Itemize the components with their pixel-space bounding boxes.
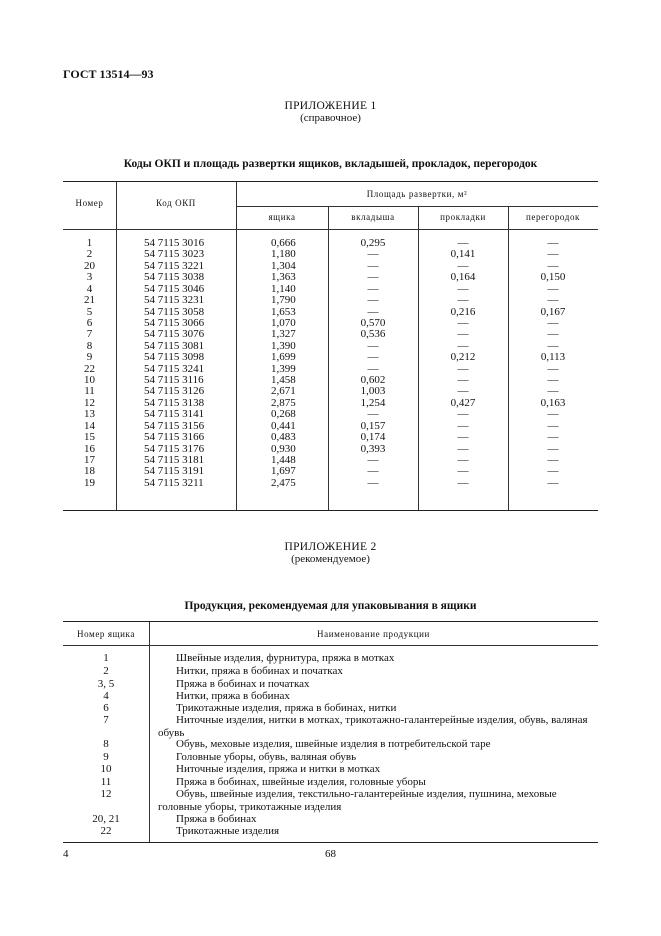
table1-cell-code: 54 7115 3098 — [144, 351, 205, 364]
table1-cell-box: 1,790 — [271, 294, 296, 307]
appendix2-subtitle: (рекомендуемое) — [291, 553, 370, 565]
table2-title: Продукция, рекомендуемая для упаковывания в ящики — [184, 600, 477, 612]
table1-cell-partition: — — [547, 374, 559, 387]
table1-cell-box: 1,699 — [271, 351, 296, 364]
table2-cell-number: 10 — [100, 763, 112, 775]
table2-cell-product: Нитки, пряжа в бобинах и початках — [176, 665, 343, 677]
table1-cell-pad: — — [457, 328, 469, 341]
table1-cell-pad: — — [457, 339, 469, 352]
table1-cell-num: 21 — [84, 294, 95, 307]
table1-cell-num: 6 — [86, 316, 93, 329]
table2-cell-product: Швейные изделия, фурнитура, пряжа в мотках — [176, 652, 395, 664]
table1-cell-num: 20 — [84, 259, 95, 272]
table1-cell-insert: 0,602 — [360, 374, 386, 387]
table1-header-partition: перегородок — [525, 212, 581, 222]
table1-cell-code: 54 7115 3116 — [144, 374, 204, 387]
table1-cell-box: 1,458 — [271, 374, 296, 387]
table1-cell-pad: 0,212 — [450, 351, 476, 364]
table1-header-area: Площадь развертки, м² — [366, 189, 468, 199]
table2-header-rule — [63, 645, 598, 646]
table1-cell-pad: — — [457, 316, 469, 329]
table2-cell-number: 12 — [100, 788, 112, 800]
table1-cell-box: 1,653 — [271, 305, 296, 318]
table1-cell-num: 5 — [86, 305, 93, 318]
table1-cell-insert: — — [367, 271, 379, 284]
table1-cell-code: 54 7115 3138 — [144, 396, 205, 409]
table2-cell-number: 4 — [103, 690, 109, 702]
table1-cell-code: 54 7115 3166 — [144, 431, 205, 444]
table1-cell-box: 0,483 — [271, 431, 296, 444]
table1-divider — [116, 182, 117, 510]
table2-cell-number: 2 — [103, 665, 109, 677]
table1-cell-code: 54 7115 3231 — [144, 294, 205, 307]
table2-header-number: Номер ящика — [77, 629, 135, 639]
table1-cell-code: 54 7115 3046 — [144, 282, 205, 295]
table2-cell-number: 8 — [103, 738, 109, 750]
table1-cell-code: 54 7115 3066 — [144, 316, 205, 329]
table1-cell-code: 54 7115 3181 — [144, 453, 205, 466]
table1-cell-num: 15 — [84, 431, 95, 444]
table1-cell-box: 0,441 — [271, 419, 296, 432]
table2-cell-number: 20, 21 — [92, 813, 120, 825]
table1-cell-box: 2,475 — [271, 476, 296, 489]
table1-cell-insert: — — [367, 259, 379, 272]
table1-title: Коды ОКП и площадь развертки ящиков, вкладышей, прокладок, перегородок — [123, 158, 538, 170]
table1-cell-pad: — — [457, 385, 469, 398]
table1-cell-box: 1,304 — [271, 259, 296, 272]
table1-cell-partition: — — [547, 419, 559, 432]
table1-cell-box: 1,399 — [271, 362, 296, 375]
table1-cell-num: 3 — [86, 271, 93, 284]
table2-cell-product: Обувь, швейные изделия, текстильно-галантерейные изделия, пушнина, меховые головные уборы, трикотажные изделия — [158, 788, 557, 813]
table1-cell-partition: — — [547, 442, 559, 455]
table1-cell-insert: — — [367, 465, 379, 478]
table1-cell-insert: — — [367, 453, 379, 466]
table2-divider — [149, 622, 150, 842]
table1-cell-num: 7 — [86, 328, 93, 341]
table1-cell-partition: 0,150 — [540, 271, 566, 284]
table1-header-code: Код ОКП — [156, 198, 196, 208]
table1-cell-pad: — — [457, 374, 469, 387]
table2-cell-product: Головные уборы, обувь, валяная обувь — [176, 751, 357, 763]
table1-cell-partition: — — [547, 328, 559, 341]
table1-cell-pad: — — [457, 476, 469, 489]
table1-cell-box: 1,363 — [271, 271, 296, 284]
table1-cell-insert: 1,254 — [360, 396, 386, 409]
table1-cell-num: 1 — [86, 237, 93, 249]
table1-cell-insert: 0,295 — [360, 237, 386, 249]
table1-cell-partition: — — [547, 339, 559, 352]
table1-cell-pad: 0,216 — [450, 305, 476, 318]
table2-cell-product: Обувь, меховые изделия, швейные изделия в потребительской таре — [176, 738, 491, 750]
table1-cell-insert: 0,536 — [360, 328, 386, 341]
table1-cell-code: 54 7115 3076 — [144, 328, 205, 341]
table1-cell-pad: — — [457, 282, 469, 295]
table1-cell-partition: — — [547, 465, 559, 478]
table1-cell-partition: — — [547, 385, 559, 398]
table1-cell-code: 54 7115 3156 — [144, 419, 205, 432]
table1-cell-num: 19 — [84, 476, 95, 489]
table1-cell-code: 54 7115 3176 — [144, 442, 205, 455]
table1-cell-pad: 0,427 — [450, 396, 476, 409]
table1-header-rule — [63, 229, 598, 230]
table1-divider — [236, 206, 598, 207]
table1-cell-box: 1,327 — [271, 328, 296, 341]
table2-cell-product: Ниточные изделия, пряжа и нитки в мотках — [176, 763, 381, 775]
table1-cell-insert: 0,393 — [360, 442, 386, 455]
table1-cell-num: 8 — [86, 339, 93, 352]
table1-cell-insert: 0,174 — [360, 431, 386, 444]
table1-cell-partition: 0,163 — [540, 396, 566, 409]
table2-cell-product: Пряжа в бобинах — [176, 813, 257, 825]
table1-cell-box: 0,930 — [271, 442, 296, 455]
table1-cell-box: 2,671 — [271, 385, 296, 398]
table1-cell-num: 16 — [84, 442, 95, 455]
table1-cell-pad: — — [457, 465, 469, 478]
table1-cell-box: 1,140 — [271, 282, 296, 295]
table1-cell-partition: — — [547, 362, 559, 375]
table1-cell-insert: 0,157 — [360, 419, 386, 432]
table1-cell-partition: — — [547, 294, 559, 307]
table2-cell-product: Пряжа в бобинах и початках — [176, 678, 310, 690]
table2-cell-product: Трикотажные изделия — [176, 825, 280, 837]
table1-cell-insert: — — [367, 362, 379, 375]
table1-cell-code: 54 7115 3191 — [144, 465, 205, 478]
table1-header-box: ящика — [268, 212, 296, 222]
appendix1-title: ПРИЛОЖЕНИЕ 1 — [284, 100, 377, 112]
table1-cell-pad: 0,141 — [450, 248, 476, 261]
table1-cell-partition: 0,113 — [540, 351, 566, 364]
table1-cell-partition: — — [547, 453, 559, 466]
table1-cell-box: 1,448 — [271, 453, 296, 466]
table1-cell-insert: — — [367, 351, 379, 364]
table1-cell-code: 54 7115 3211 — [144, 476, 204, 489]
table1-cell-insert: — — [367, 282, 379, 295]
table1-cell-code: 54 7115 3016 — [144, 237, 205, 249]
table1-cell-box: 1,697 — [271, 465, 296, 478]
footer-left-number: 4 — [63, 848, 69, 860]
table1-cell-insert: — — [367, 305, 379, 318]
table1-cell-insert: — — [367, 476, 379, 489]
table1-cell-code: 54 7115 3023 — [144, 248, 205, 261]
table1-cell-num: 22 — [84, 362, 95, 375]
table2-cell-number: 3, 5 — [97, 678, 115, 690]
table1-cell-box: 1,180 — [271, 248, 296, 261]
table1-cell-code: 54 7115 3241 — [144, 362, 205, 375]
table1-cell-pad: 0,164 — [450, 271, 476, 284]
table1-cell-partition: — — [547, 248, 559, 261]
table2-cell-product: Ниточные изделия, нитки в мотках, трикотажно-галантерейные изделия, обувь, валяная обувь — [158, 714, 588, 739]
table1-cell-pad: — — [457, 431, 469, 444]
table1-cell-num: 9 — [86, 351, 93, 364]
table1-cell-num: 13 — [84, 408, 95, 421]
table2-cell-product: Трикотажные изделия, пряжа в бобинах, нитки — [176, 702, 397, 714]
table2-cell-number: 22 — [100, 825, 112, 837]
table1 — [63, 181, 598, 511]
table2-cell-number: 11 — [100, 776, 112, 788]
table1-divider — [236, 182, 237, 510]
table2-cell-number: 9 — [103, 751, 109, 763]
table1-header-insert: вкладыша — [351, 212, 395, 222]
table2-cell-number: 7 — [103, 714, 109, 726]
appendix2-title: ПРИЛОЖЕНИЕ 2 — [284, 541, 377, 553]
table1-header-pad: прокладки — [440, 212, 486, 222]
table1-cell-code: 54 7115 3058 — [144, 305, 205, 318]
table1-cell-pad: — — [457, 362, 469, 375]
table1-cell-partition: — — [547, 431, 559, 444]
page-number: 68 — [325, 848, 336, 860]
table1-cell-code: 54 7115 3081 — [144, 339, 205, 352]
table1-cell-insert: 1,003 — [360, 385, 386, 398]
table1-cell-box: 0,666 — [271, 237, 296, 249]
table1-cell-box: 1,070 — [271, 316, 296, 329]
table1-cell-pad: — — [457, 453, 469, 466]
table1-cell-num: 4 — [86, 282, 93, 295]
table1-cell-pad: — — [457, 259, 469, 272]
table1-cell-pad: — — [457, 442, 469, 455]
table1-cell-insert: — — [367, 248, 379, 261]
table1-cell-code: 54 7115 3126 — [144, 385, 205, 398]
table1-cell-pad: — — [457, 408, 469, 421]
table1-cell-pad: — — [457, 237, 469, 249]
table1-cell-insert: 0,570 — [360, 316, 386, 329]
table1-cell-partition: — — [547, 282, 559, 295]
table1-cell-partition: — — [547, 237, 559, 249]
table1-cell-pad: — — [457, 419, 469, 432]
table2-header-product: Наименование продукции — [317, 629, 430, 639]
table1-cell-num: 14 — [84, 419, 95, 432]
table1-cell-insert: — — [367, 339, 379, 352]
table1-cell-code: 54 7115 3141 — [144, 408, 205, 421]
appendix1-subtitle: (справочное) — [300, 112, 361, 124]
table1-header-number: Номер — [75, 198, 104, 208]
table1-cell-code: 54 7115 3038 — [144, 271, 205, 284]
table2-cell-number: 6 — [103, 702, 109, 714]
table1-cell-num: 2 — [86, 248, 93, 261]
table1-cell-partition: 0,167 — [540, 305, 566, 318]
table1-cell-partition: — — [547, 316, 559, 329]
table1-cell-insert: — — [367, 294, 379, 307]
table1-cell-num: 17 — [84, 453, 95, 466]
document-code: ГОСТ 13514—93 — [63, 67, 154, 81]
table1-cell-partition: — — [547, 259, 559, 272]
table1-cell-pad: — — [457, 294, 469, 307]
table1-cell-num: 10 — [84, 374, 95, 387]
table1-cell-box: 1,390 — [271, 339, 296, 352]
table1-cell-box: 0,268 — [271, 408, 296, 421]
table2-cell-product: Пряжа в бобинах, швейные изделия, головные уборы — [176, 776, 426, 788]
table1-cell-partition: — — [547, 408, 559, 421]
table1-cell-partition: — — [547, 476, 559, 489]
table2-cell-number: 1 — [103, 652, 109, 664]
table1-cell-num: 12 — [84, 396, 95, 409]
table2-cell-product: Нитки, пряжа в бобинах — [176, 690, 290, 702]
table1-cell-num: 11 — [84, 385, 95, 398]
table1-cell-num: 18 — [84, 465, 95, 478]
table1-cell-box: 2,875 — [271, 396, 296, 409]
table1-cell-code: 54 7115 3221 — [144, 259, 205, 272]
table1-cell-insert: — — [367, 408, 379, 421]
